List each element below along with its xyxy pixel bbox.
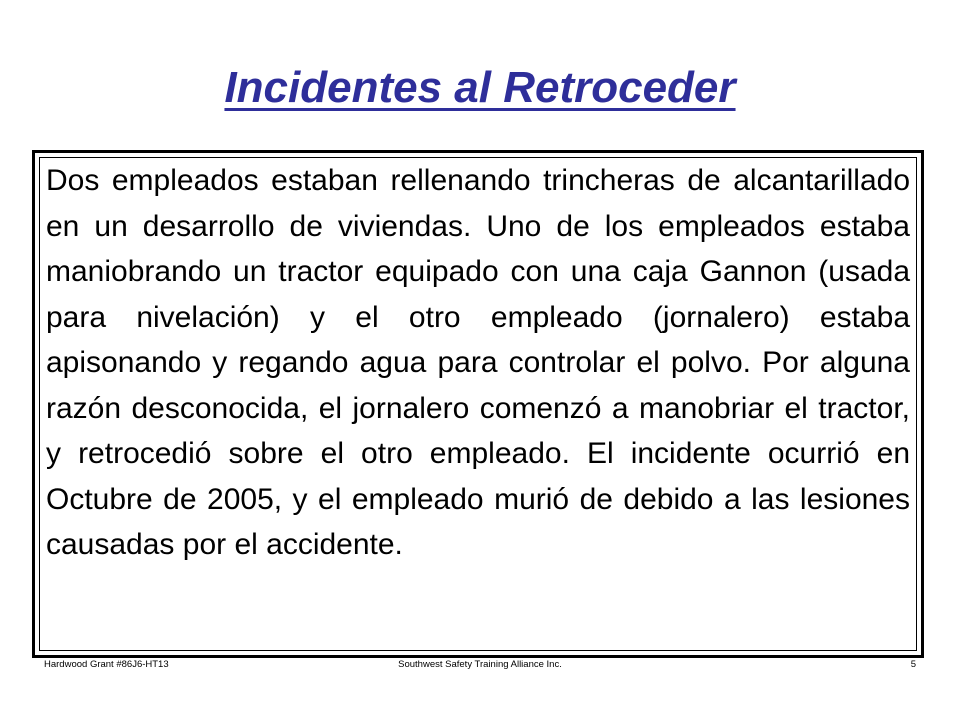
footer-organization: Southwest Safety Training Alliance Inc. <box>398 659 562 670</box>
slide-title: Incidentes al Retroceder <box>224 63 736 112</box>
slide-page-number: 5 <box>910 659 916 670</box>
incident-description: Dos empleados estaban rellenando trincheras de alcantarillado en un desarrollo de viviendas. Uno de los empleados estaba maniobrando un tractor equipado con una caja Gannon (usada para nivelación) y el otro empleado (jornalero) estaba apisonando y regando agua para controlar el polvo. Por alguna razón desconocida, el jornalero comenzó a manobriar el tractor, y retrocedió sobre el otro empleado. El incidente ocurrió en Octubre de 2005, y el empleado murió de debido a las lesiones causadas por el accidente. <box>46 164 910 561</box>
footer-grant-id: Hardwood Grant #86J6-HT13 <box>44 659 169 670</box>
